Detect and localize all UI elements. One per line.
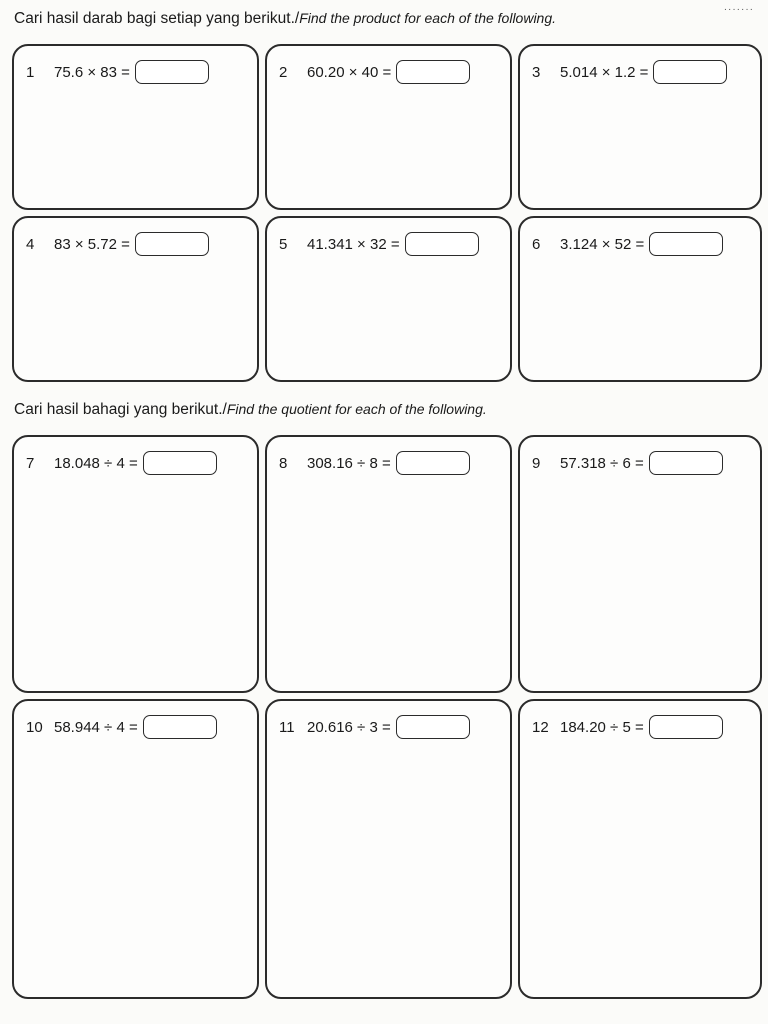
question-box-6 <box>518 216 762 382</box>
product-questions-grid <box>12 44 762 382</box>
quotient-questions-grid <box>12 435 762 999</box>
question-number: 4 <box>26 235 35 253</box>
question-number: 8 <box>279 454 288 472</box>
question-box-5 <box>265 216 512 382</box>
question-box-11 <box>265 699 512 999</box>
question-number: 10 <box>26 718 43 736</box>
answer-input-1[interactable] <box>135 60 209 84</box>
question-box-12 <box>518 699 762 999</box>
question-number: 3 <box>532 63 541 81</box>
question-number: 5 <box>279 235 288 253</box>
question-expression: 75.6 × 83 = <box>54 63 130 81</box>
answer-input-11[interactable] <box>396 715 470 739</box>
answer-input-8[interactable] <box>396 451 470 475</box>
answer-input-3[interactable] <box>653 60 727 84</box>
question-number: 9 <box>532 454 541 472</box>
question-box-9 <box>518 435 762 693</box>
question-expression: 184.20 ÷ 5 = <box>560 718 644 736</box>
question-box-7 <box>12 435 259 693</box>
question-expression: 57.318 ÷ 6 = <box>560 454 644 472</box>
question-expression: 83 × 5.72 = <box>54 235 130 253</box>
question-expression: 3.124 × 52 = <box>560 235 645 253</box>
question-box-8 <box>265 435 512 693</box>
question-box-10 <box>12 699 259 999</box>
question-expression: 58.944 ÷ 4 = <box>54 718 138 736</box>
heading-english: Find the quotient for each of the following. <box>226 401 487 417</box>
question-box-1 <box>12 44 259 210</box>
question-box-2 <box>265 44 512 210</box>
question-expression: 5.014 × 1.2 = <box>560 63 649 81</box>
question-expression: 60.20 × 40 = <box>307 63 392 81</box>
question-expression: 20.616 ÷ 3 = <box>307 718 391 736</box>
question-number: 2 <box>279 63 288 81</box>
question-number: 11 <box>279 718 295 736</box>
answer-input-12[interactable] <box>649 715 723 739</box>
question-expression: 308.16 ÷ 8 = <box>307 454 391 472</box>
answer-input-10[interactable] <box>143 715 217 739</box>
question-box-4 <box>12 216 259 382</box>
section-heading-quotient <box>14 401 487 419</box>
answer-input-7[interactable] <box>143 451 217 475</box>
section-heading-product <box>14 10 556 28</box>
question-expression: 41.341 × 32 = <box>307 235 400 253</box>
heading-malay: Cari hasil darab bagi setiap yang berikut./ <box>14 10 300 27</box>
question-number: 12 <box>532 718 549 736</box>
answer-input-4[interactable] <box>135 232 209 256</box>
heading-malay: Cari hasil bahagi yang berikut./ <box>14 401 227 418</box>
question-expression: 18.048 ÷ 4 = <box>54 454 138 472</box>
heading-english: Find the product for each of the following. <box>299 10 557 26</box>
answer-input-5[interactable] <box>405 232 479 256</box>
answer-input-9[interactable] <box>649 451 723 475</box>
question-number: 7 <box>26 454 35 472</box>
answer-input-2[interactable] <box>396 60 470 84</box>
question-number: 6 <box>532 235 541 253</box>
question-number: 1 <box>26 63 35 81</box>
corner-dots: ······· <box>723 4 754 15</box>
question-box-3 <box>518 44 762 210</box>
answer-input-6[interactable] <box>649 232 723 256</box>
